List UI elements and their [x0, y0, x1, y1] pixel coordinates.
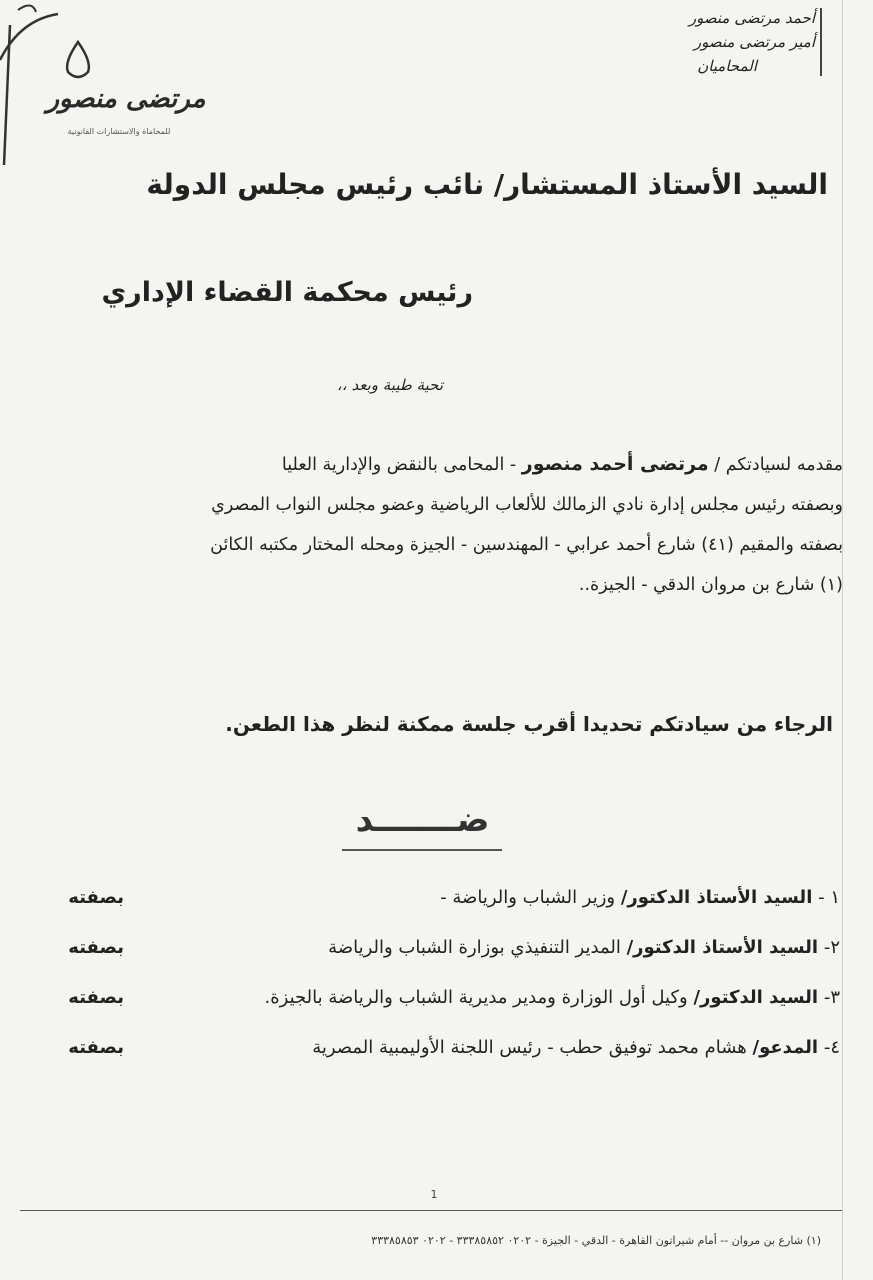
against-heading: ضـــــــد — [355, 800, 490, 840]
intro-suffix: - المحامى بالنقض والإدارية العليا — [281, 455, 517, 475]
logo-tagline: للمحاماة والاستشارات القانونية — [67, 127, 171, 136]
defendant-number: ٣- — [823, 987, 840, 1008]
defendant-capacity: بصفته — [68, 987, 124, 1008]
court-title: رئيس محكمة القضاء الإداري — [101, 277, 473, 308]
defendant-role: السيد الدكتور/ — [693, 987, 819, 1008]
lawyer-name-2: أمير مرتضى منصور — [693, 33, 815, 51]
addressee-title: السيد الأستاذ المستشار/ نائب رئيس مجلس الدولة — [146, 168, 828, 201]
lawyers-title: المحاميان — [697, 57, 757, 75]
defendant-desc: هشام محمد توفيق حطب - رئيس اللجنة الأوليمبية المصرية — [312, 1037, 747, 1058]
header-divider — [820, 8, 822, 76]
defendant-desc: وكيل أول الوزارة ومدير مديرية الشباب والرياضة بالجيزة. — [264, 987, 688, 1008]
defendant-row — [40, 1028, 840, 1078]
defendant-desc: المدير التنفيذي بوزارة الشباب والرياضة — [328, 937, 621, 958]
defendant-number: ٤- — [823, 1037, 840, 1058]
logo-text: مرتضى منصور — [46, 84, 206, 114]
defendants-list — [40, 878, 840, 1078]
defendant-capacity: بصفته — [68, 887, 124, 908]
intro-prefix: مقدمه لسيادتكم / — [714, 455, 843, 475]
defendant-role: السيد الأستاذ الدكتور/ — [620, 887, 813, 908]
body-line-3: بصفته والمقيم (٤١) شارع أحمد عرابي - المهندسين - الجيزة ومحله المختار مكتبه الكائن — [210, 535, 843, 555]
body-line-1 — [23, 444, 843, 485]
request-line: الرجاء من سيادتكم تحديدا أقرب جلسة ممكنة لنظر هذا الطعن. — [225, 712, 833, 736]
body-line-2: وبصفته رئيس مجلس إدارة نادي الزمالك للألعاب الرياضية وعضو مجلس النواب المصري — [211, 495, 843, 515]
body-paragraph — [23, 444, 843, 605]
defendant-row — [40, 928, 840, 978]
plaintiff-name: مرتضى أحمد منصور — [521, 453, 709, 475]
page-number: 1 — [430, 1188, 438, 1201]
body-line-4: (١) شارع بن مروان الدقي - الجيزة.. — [578, 575, 843, 595]
defendant-role: المدعو/ — [752, 1037, 819, 1058]
defendant-capacity: بصفته — [68, 937, 124, 958]
page-edge-line — [842, 0, 843, 1280]
defendant-row — [40, 978, 840, 1028]
greeting: تحية طيبة وبعد ،، — [337, 376, 443, 394]
defendant-number: ١ - — [818, 887, 840, 908]
office-logo — [0, 0, 240, 170]
defendant-role: السيد الأستاذ الدكتور/ — [626, 937, 819, 958]
defendant-capacity: بصفته — [68, 1037, 124, 1058]
footer-divider — [20, 1210, 842, 1211]
lawyers-names — [585, 6, 815, 78]
lawyer-name-1: أحمد مرتضى منصور — [688, 9, 815, 27]
defendant-number: ٢- — [823, 937, 840, 958]
footer-address: (١) شارع بن مروان -- أمام شيراتون القاهرة - الدقي - الجيزة - ٠٢٠٢ ٣٣٣٨٥٨٥٢ - ٠٢٠٢ ٣٣٣٨٥٨٥٣ — [371, 1234, 821, 1247]
defendant-row — [40, 878, 840, 928]
defendant-desc: وزير الشباب والرياضة - — [440, 887, 616, 908]
against-underline — [342, 849, 502, 851]
